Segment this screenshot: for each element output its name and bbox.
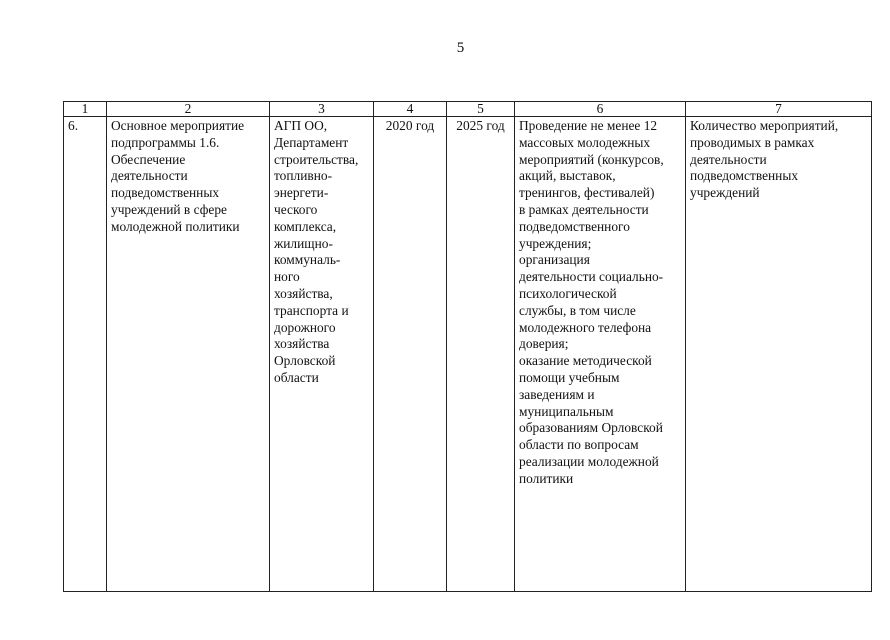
- text-line: комплекса,: [274, 218, 337, 234]
- text-line: подпрограммы 1.6.: [111, 134, 220, 150]
- text-line: области: [274, 369, 319, 385]
- text-line: подведомственных: [690, 168, 799, 184]
- text-line: Орловской: [274, 353, 336, 369]
- text-line: области по вопросам: [519, 437, 639, 453]
- text-line: АГП ОО,: [274, 118, 328, 133]
- text-line: Проведение не менее 12: [519, 118, 658, 133]
- text-line: транспорта и: [274, 302, 349, 318]
- text-line: деятельности социально-: [519, 269, 664, 285]
- text-line: заведениям и: [519, 386, 595, 402]
- table-header-row: [64, 102, 872, 117]
- text-line: мероприятий (конкурсов,: [519, 151, 664, 167]
- text-line: образованиям Орловской: [519, 420, 663, 436]
- cell-description: [515, 117, 686, 592]
- text-line: муниципальным: [519, 403, 614, 419]
- text-line: оказание методической: [519, 353, 652, 369]
- text-line: хозяйства: [274, 336, 330, 352]
- col-header-4: 4: [374, 102, 447, 117]
- text-line: хозяйства,: [274, 285, 333, 301]
- cell-start-year: 2020 год: [374, 117, 447, 592]
- text-line: помощи учебным: [519, 369, 620, 385]
- text-line: доверия;: [519, 336, 569, 352]
- text-line: молодежного телефона: [519, 319, 652, 335]
- text-line: деятельности: [690, 151, 767, 167]
- cell-executor: [270, 117, 374, 592]
- text-line: подведомственных: [111, 185, 220, 201]
- text-line: акций, выставок,: [519, 168, 616, 184]
- col-header-6: 6: [515, 102, 686, 117]
- text-line: Обеспечение: [111, 151, 186, 167]
- text-line: психологической: [519, 285, 617, 301]
- text-line: Основное мероприятие: [111, 118, 245, 133]
- text-line: коммуналь-: [274, 252, 341, 268]
- col-header-1: 1: [64, 102, 107, 117]
- text-line: строительства,: [274, 151, 359, 167]
- text-line: учреждений: [690, 185, 760, 201]
- text-line: ческого: [274, 201, 318, 217]
- text-line: дорожного: [274, 319, 336, 335]
- text-line: топливно-: [274, 168, 333, 184]
- text-line: массовых молодежных: [519, 134, 651, 150]
- text-line: жилищно-: [274, 235, 333, 251]
- text-line: реализации молодежной: [519, 453, 659, 469]
- col-header-5: 5: [447, 102, 515, 117]
- cell-event: [107, 117, 270, 592]
- cell-end-year: 2025 год: [447, 117, 515, 592]
- table-row: [64, 117, 872, 592]
- text-line: политики: [519, 470, 574, 486]
- cell-indicator: [686, 117, 872, 592]
- text-line: ного: [274, 269, 300, 285]
- text-line: учреждений в сфере: [111, 201, 227, 217]
- text-line: деятельности: [111, 168, 188, 184]
- text-line: проводимых в рамках: [690, 134, 815, 150]
- text-line: в рамках деятельности: [519, 201, 649, 217]
- text-line: энергети-: [274, 185, 329, 201]
- col-header-7: 7: [686, 102, 872, 117]
- col-header-3: 3: [270, 102, 374, 117]
- text-line: учреждения;: [519, 235, 592, 251]
- text-line: Департамент: [274, 134, 349, 150]
- text-line: организация: [519, 252, 590, 268]
- page-number: 5: [456, 40, 465, 56]
- text-line: подведомственного: [519, 218, 630, 234]
- text-line: тренингов, фестивалей): [519, 185, 655, 201]
- text-line: службы, в том числе: [519, 302, 636, 318]
- cell-number: 6.: [64, 117, 107, 592]
- col-header-2: 2: [107, 102, 270, 117]
- text-line: молодежной политики: [111, 218, 240, 234]
- text-line: Количество мероприятий,: [690, 118, 839, 133]
- program-table: [63, 101, 872, 592]
